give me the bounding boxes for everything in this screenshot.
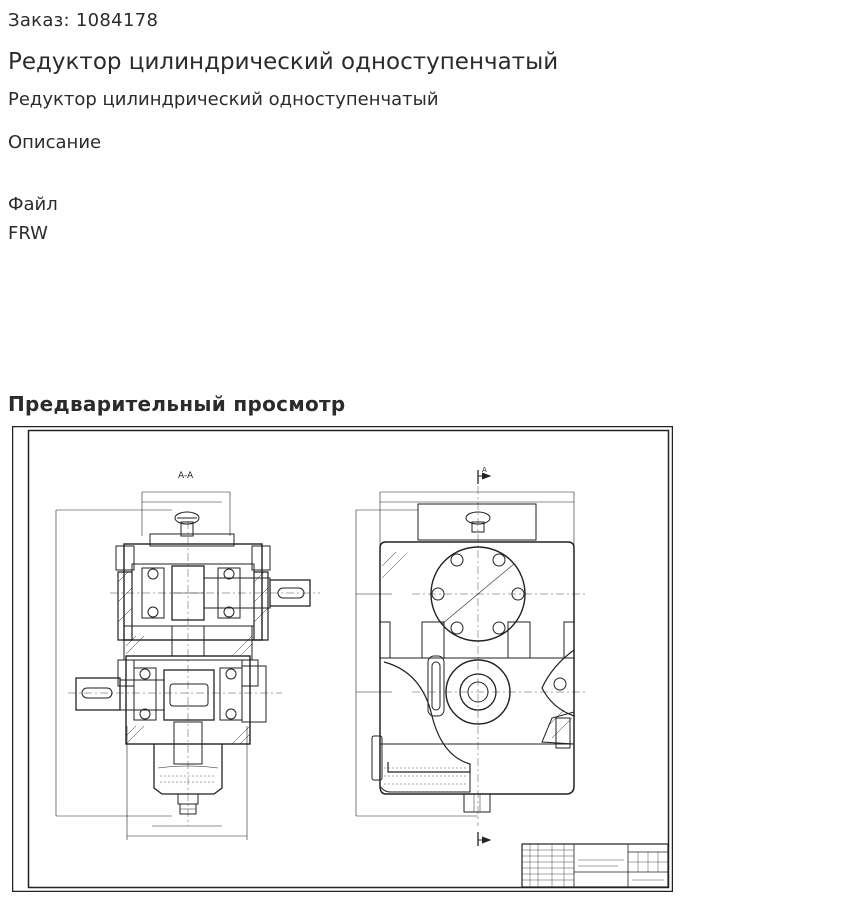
section-view (56, 471, 320, 840)
description-label: Описание (8, 132, 102, 153)
preview-heading: Предварительный просмотр (8, 392, 346, 416)
file-label: Файл (8, 194, 58, 215)
preview-image[interactable] (12, 426, 673, 892)
view-label: A (482, 466, 487, 474)
drawing-sheet (12, 426, 673, 892)
order-number: Заказ: 1084178 (8, 10, 159, 31)
front-view (356, 466, 588, 846)
file-format[interactable]: FRW (8, 223, 48, 244)
section-label: A-A (178, 471, 194, 481)
title-block (522, 844, 668, 887)
page-title: Редуктор цилиндрический одноступенчатый (8, 49, 559, 75)
product-subtitle: Редуктор цилиндрический одноступенчатый (8, 89, 439, 110)
